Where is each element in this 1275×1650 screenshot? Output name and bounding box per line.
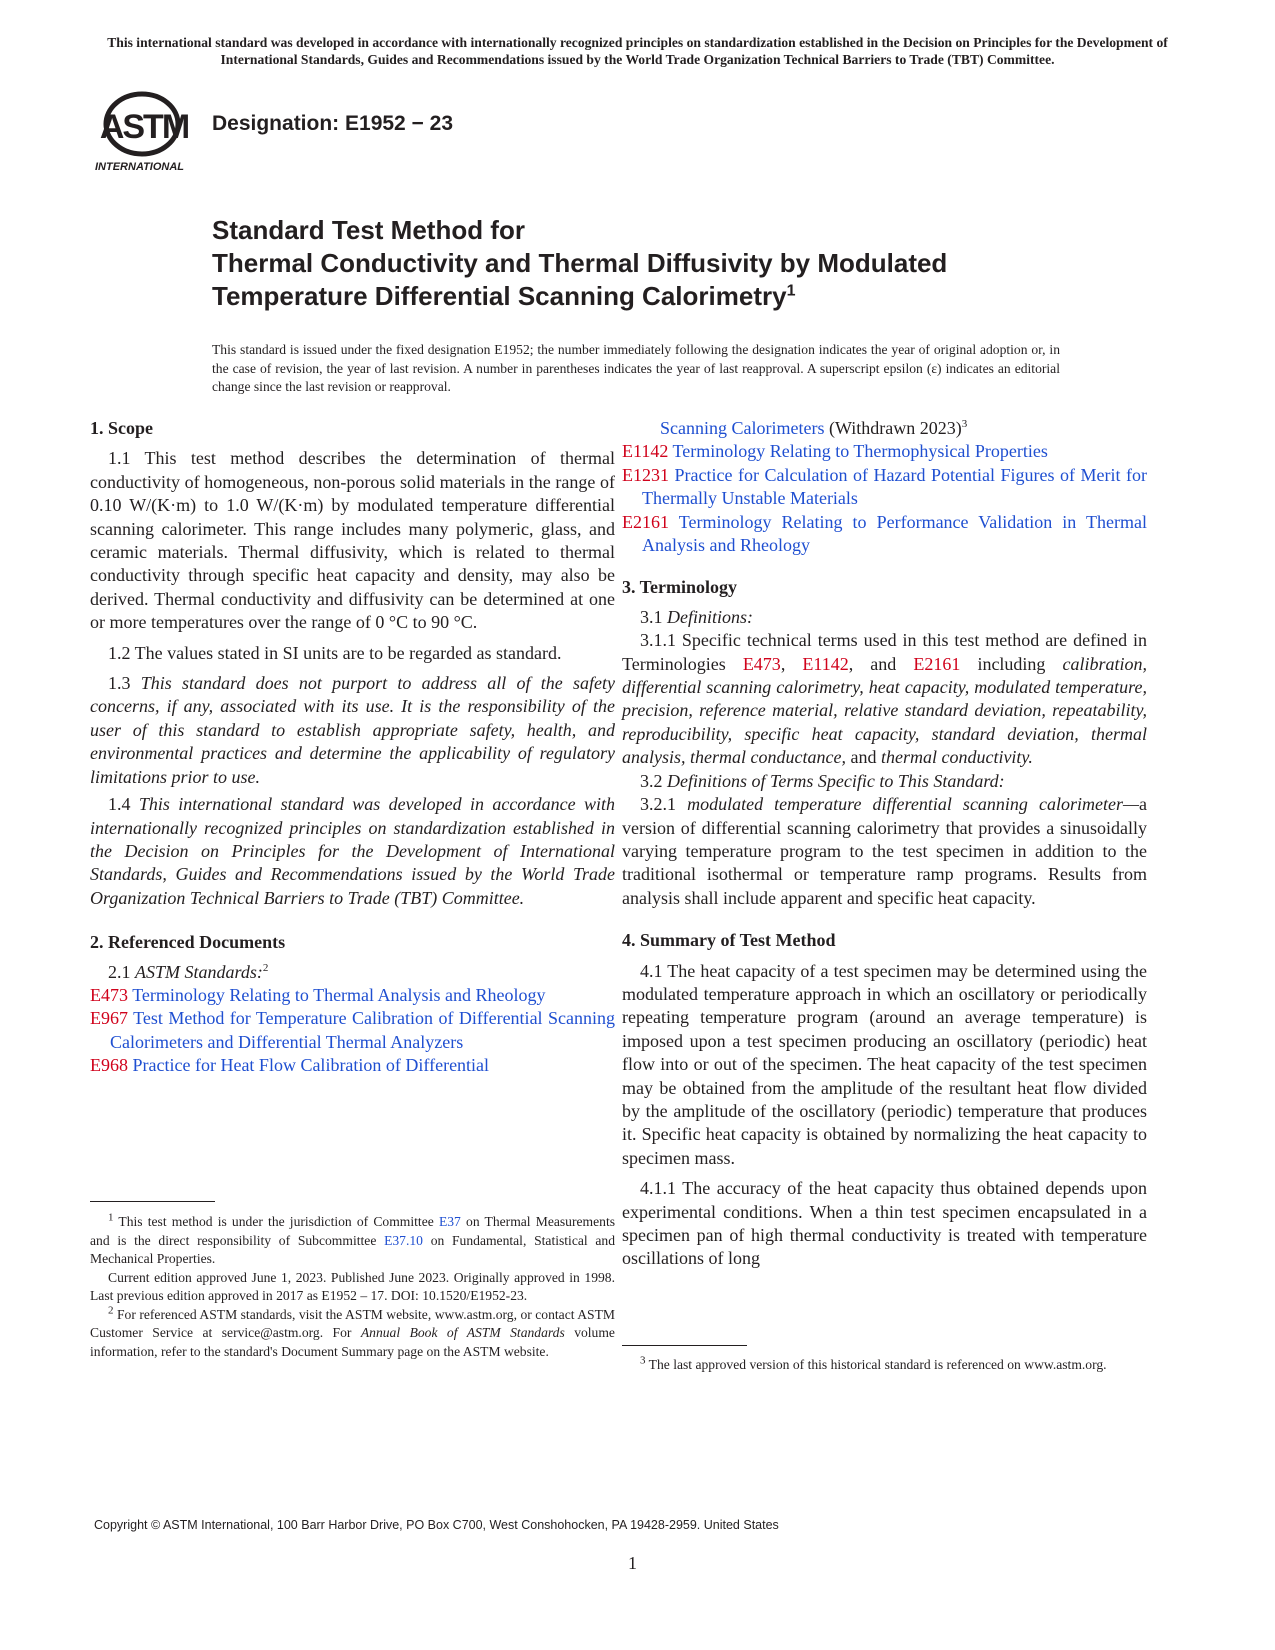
svg-text:ASTM: ASTM bbox=[99, 108, 189, 146]
section-2-heading: 2. Referenced Documents bbox=[90, 932, 286, 953]
footnote-2: $^2$ For referenced ASTM standards, visit the ASTM website, www.astm.org, or contact ASTM Customer Service at service@astm.org. For Annual Book of ASTM Standards volume information, refer to the standard's Document Summary page on the ASTM website. bbox=[90, 1303, 616, 1359]
section-3-heading: 3. Terminology bbox=[622, 577, 738, 598]
left-column bbox=[90, 417, 615, 1078]
footnotes-right bbox=[622, 1356, 1147, 1375]
ref-e967[interactable]: E967 Test Method for Temperature Calibration of Differential Scanning Calorimeters and Differential Thermal Analyzers bbox=[90, 1008, 615, 1052]
designation: Designation: E1952 − 23 bbox=[212, 112, 454, 135]
para-3-1: 3.1 Definitions: bbox=[640, 606, 753, 627]
copyright-line: Copyright © ASTM International, 100 Barr Harbor Drive, PO Box C700, West Conshohocken, PA 19428-2959. United States bbox=[94, 1518, 779, 1532]
link-e37[interactable]: E37 bbox=[438, 1214, 461, 1229]
section-4-heading: 4. Summary of Test Method bbox=[622, 930, 836, 951]
footnote-separator-left bbox=[90, 1201, 215, 1202]
link-e473[interactable]: E473 bbox=[742, 653, 781, 674]
para-4-1: 4.1 The heat capacity of a test specimen may be determined using the modulated temperature approach in which an oscillatory or periodically repeating temperature program (around an average temperature) is imposed upon a test specimen producing an oscillatory (periodic) heat flow into or out of the specimen. The heat capacity of the test specimen may be obtained from the amplitude of the resultant heat flow divided by the amplitude of the oscillatory (periodic) temperature that produces it. Specific heat capacity is obtained by normalizing the heat capacity to specimen mass. bbox=[622, 960, 1147, 1168]
astm-logo bbox=[92, 88, 198, 176]
footnote-1-edition: Current edition approved June 1, 2023. Published June 2023. Originally approved in 1998. Last previous edition approved in 2017 as E1952 – 17. DOI: 10.1520/E1952-23. bbox=[90, 1269, 615, 1303]
footnote-3: $^3$ The last approved version of this historical standard is referenced on www.astm.org. bbox=[640, 1354, 1107, 1372]
footnote-separator-right bbox=[622, 1345, 747, 1346]
para-3-2: 3.2 Definitions of Terms Specific to This Standard: bbox=[640, 770, 1005, 791]
section-1-heading: 1. Scope bbox=[90, 418, 153, 438]
ref-e473[interactable]: E473 Terminology Relating to Thermal Analysis and Rheology bbox=[90, 984, 546, 1005]
page-number: 1 bbox=[628, 1553, 637, 1573]
svg-text:INTERNATIONAL: INTERNATIONAL bbox=[95, 161, 185, 173]
para-1-3: 1.3 This standard does not purport to address all of the safety concerns, if any, associated with its use. It is the responsibility of the user of this standard to establish appropriate safety, health, and environmental practices and determine the applicability of regulatory limitations prior to use. bbox=[90, 673, 616, 787]
ref-e968-continued[interactable]: Scanning Calorimeters (Withdrawn 2023)$^3$ bbox=[660, 418, 968, 438]
para-1-2: 1.2 The values stated in SI units are to be regarded as standard. bbox=[108, 642, 562, 663]
link-e37-10[interactable]: E37.10 bbox=[384, 1232, 423, 1248]
title-footnote-ref[interactable]: 1 bbox=[786, 282, 796, 300]
footnotes-left bbox=[90, 1213, 615, 1361]
issuance-statement: This standard is issued under the fixed designation E1952; the number immediately following the designation indicates the year of original adoption or, in the case of revision, the year of last revision. A number in parentheses indicates the year of last reapproval. A superscript epsilon (ε) indicates an editorial change since the last revision or reapproval. bbox=[212, 342, 1060, 394]
footnote-1: $^1$ This test method is under the jurisdiction of Committee E37 on Thermal Measurements and is the direct responsibility of Subcommittee E37.10 on Fundamental, Statistical and Mechanical Properties. bbox=[90, 1211, 616, 1266]
ref-e1142[interactable]: E1142 Terminology Relating to Thermophysical Properties bbox=[622, 441, 1048, 462]
ref-e968[interactable]: E968 Practice for Heat Flow Calibration of Differential bbox=[90, 1055, 490, 1076]
link-e2161[interactable]: E2161 bbox=[913, 653, 961, 674]
ref-e2161[interactable]: E2161 Terminology Relating to Performance Validation in Thermal Analysis and Rheology bbox=[622, 511, 1147, 556]
para-1-1: 1.1 This test method describes the determination of thermal conductivity of homogeneous, non-porous solid materials in the range of 0.10 W/(K·m) to 1.0 W/(K·m) by modulated temperature differential scanning calorimeter. This range includes many polymeric, glass, and ceramic materials. Thermal diffusivity, which is related to thermal conductivity through specific heat capacity and density, may also be derived. Thermal conductivity and diffusivity can be determined at one or more temperatures over the range of 0 °C to 90 °C. bbox=[90, 448, 615, 633]
para-2-1: 2.1 ASTM Standards:$^2$ bbox=[108, 961, 269, 982]
title-line-1: Standard Test Method for bbox=[212, 215, 525, 245]
para-4-1-1: 4.1.1 The accuracy of the heat capacity thus obtained depends upon experimental conditions. When a thin test specimen encapsulated in a specimen pan of high thermal conductivity is treated with temperature oscillations of long bbox=[622, 1178, 1147, 1269]
link-e1142[interactable]: E1142 bbox=[802, 653, 849, 674]
footnote-ref-2[interactable]: 2 bbox=[262, 961, 269, 974]
document-title bbox=[212, 214, 947, 313]
title-line-2: Thermal Conductivity and Thermal Diffusivity by Modulated bbox=[212, 248, 948, 278]
para-1-4: 1.4 This international standard was developed in accordance with internationally recognized principles on standardization established in the Decision on Principles for the Development of International Standards, Guides and Recommendations issued by the World Trade Organization Technical Barriers to Trade (TBT) Committee. bbox=[90, 794, 615, 908]
right-column bbox=[622, 417, 1147, 1271]
ref-e1231[interactable]: E1231 Practice for Calculation of Hazard Potential Figures of Merit for Thermally Unstable Materials bbox=[622, 464, 1147, 509]
title-line-3: Temperature Differential Scanning Calorimetry$^1$ bbox=[212, 281, 796, 311]
astm-logo-icon bbox=[92, 88, 198, 176]
para-3-1-1: 3.1.1 Specific technical terms used in this test method are defined in Terminologies E473, E1142, and E2161 including calibration, differential scanning calorimetry, heat capacity, modulated temperature, precision, reference material, relative standard deviation, repeatability, reproducibility, specific heat capacity, standard deviation, thermal analysis, thermal conductance, and thermal conductivity. bbox=[622, 630, 1148, 768]
para-3-2-1: 3.2.1 modulated temperature differential scanning calorimeter—a version of differential scanning calorimetry that provides a sinusoidally varying temperature program to the test specimen in addition to the traditional isothermal or temperature ramp programs. Results from analysis shall include apparent and specific heat capacity. bbox=[622, 794, 1147, 908]
header-notice: This international standard was developed in accordance with internationally recognized principles on standardization established in the Decision on Principles for the Development of International Standards, Guides and Recommendations issued by the World Trade Organization Technical Barriers to Trade (TBT) Committee. bbox=[107, 35, 1168, 67]
